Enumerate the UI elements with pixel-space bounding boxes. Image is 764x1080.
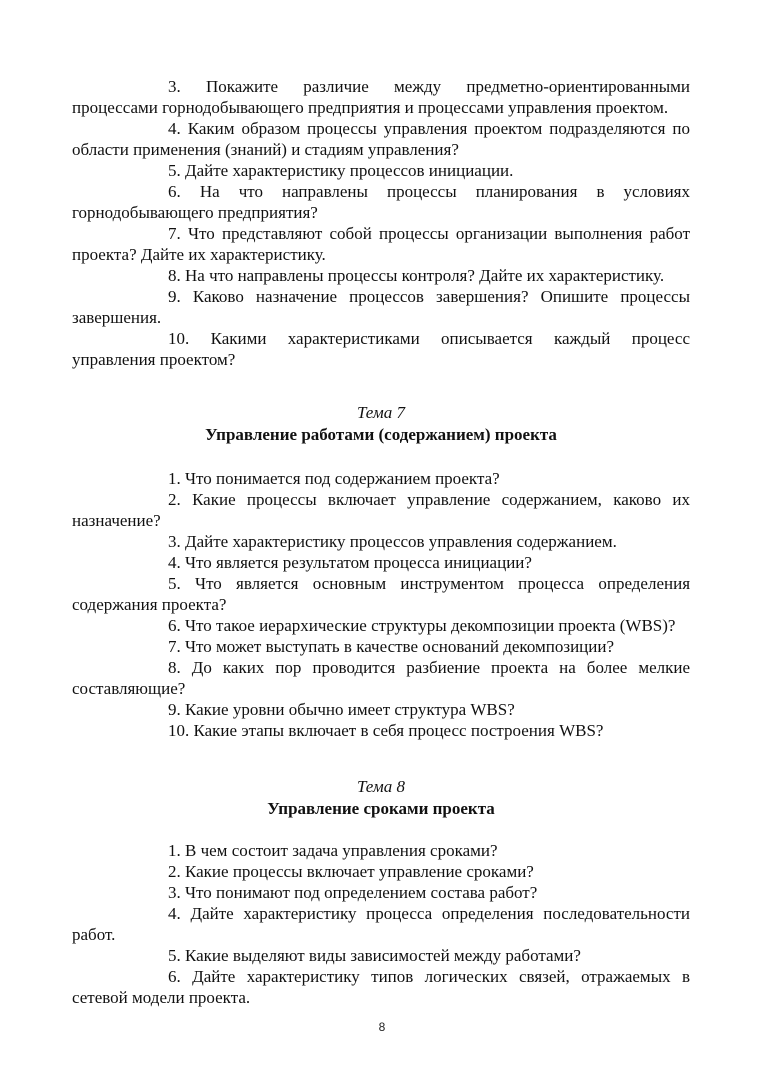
list-item: 5. Какие выделяют виды зависимостей между работами?	[168, 946, 581, 965]
list-item: 8. До каких пор проводится разбиение проекта на более мелкие составляющие?	[72, 658, 691, 698]
page-number: 8	[378, 1020, 386, 1034]
list-item: 2. Какие процессы включает управление сроками?	[168, 862, 534, 881]
list-item: 7. Что представляют собой процессы организации выполнения работ проекта? Дайте их характеристику.	[72, 224, 690, 264]
list-item: 6. Что такое иерархические структуры декомпозиции проекта (WBS)?	[168, 616, 676, 635]
questions-list-theme-7	[72, 468, 690, 741]
list-item: 6. Дайте характеристику типов логических связей, отражаемых в сетевой модели проекта.	[72, 967, 691, 1007]
list-item: 3. Что понимают под определением состава работ?	[168, 883, 538, 902]
list-item: 3. Покажите различие между предметно-ориентированными процессами горнодобывающего предприятия и процессами управления проектом.	[72, 77, 690, 117]
list-item: 10. Какими характеристиками описывается каждый процесс управления проектом?	[72, 329, 690, 369]
list-item: 7. Что может выступать в качестве оснований декомпозиции?	[168, 637, 615, 656]
theme-8-label: Тема 8	[356, 777, 406, 796]
questions-list-previous-theme	[72, 76, 690, 370]
list-item: 4. Дайте характеристику процесса определения последовательности работ.	[72, 904, 690, 944]
list-item: 9. Каково назначение процессов завершения? Опишите процессы завершения.	[72, 287, 691, 327]
list-item: 1. В чем состоит задача управления сроками?	[168, 841, 498, 860]
list-item: 3. Дайте характеристику процессов управления содержанием.	[168, 532, 617, 551]
theme-7-title: Управление работами (содержанием) проекта	[205, 425, 557, 444]
list-item: 5. Что является основным инструментом процесса определения содержания проекта?	[72, 574, 691, 614]
list-item: 6. На что направлены процессы планирования в условиях горнодобывающего предприятия?	[72, 182, 690, 222]
list-item: 8. На что направлены процессы контроля? Дайте их характеристику.	[168, 266, 665, 285]
list-item: 4. Каким образом процессы управления проектом подразделяются по области применения (знаний) и стадиям управления?	[72, 119, 690, 159]
list-item: 9. Какие уровни обычно имеет структура WBS?	[168, 700, 515, 719]
list-item: 5. Дайте характеристику процессов инициации.	[168, 161, 514, 180]
list-item: 1. Что понимается под содержанием проекта?	[168, 469, 500, 488]
questions-list-theme-8	[72, 840, 690, 1008]
list-item: 10. Какие этапы включает в себя процесс построения WBS?	[168, 721, 604, 740]
list-item: 2. Какие процессы включает управление содержанием, каково их назначение?	[72, 490, 690, 530]
theme-7-label: Тема 7	[356, 403, 406, 422]
list-item: 4. Что является результатом процесса инициации?	[168, 553, 532, 572]
theme-8-title: Управление сроками проекта	[267, 799, 495, 818]
